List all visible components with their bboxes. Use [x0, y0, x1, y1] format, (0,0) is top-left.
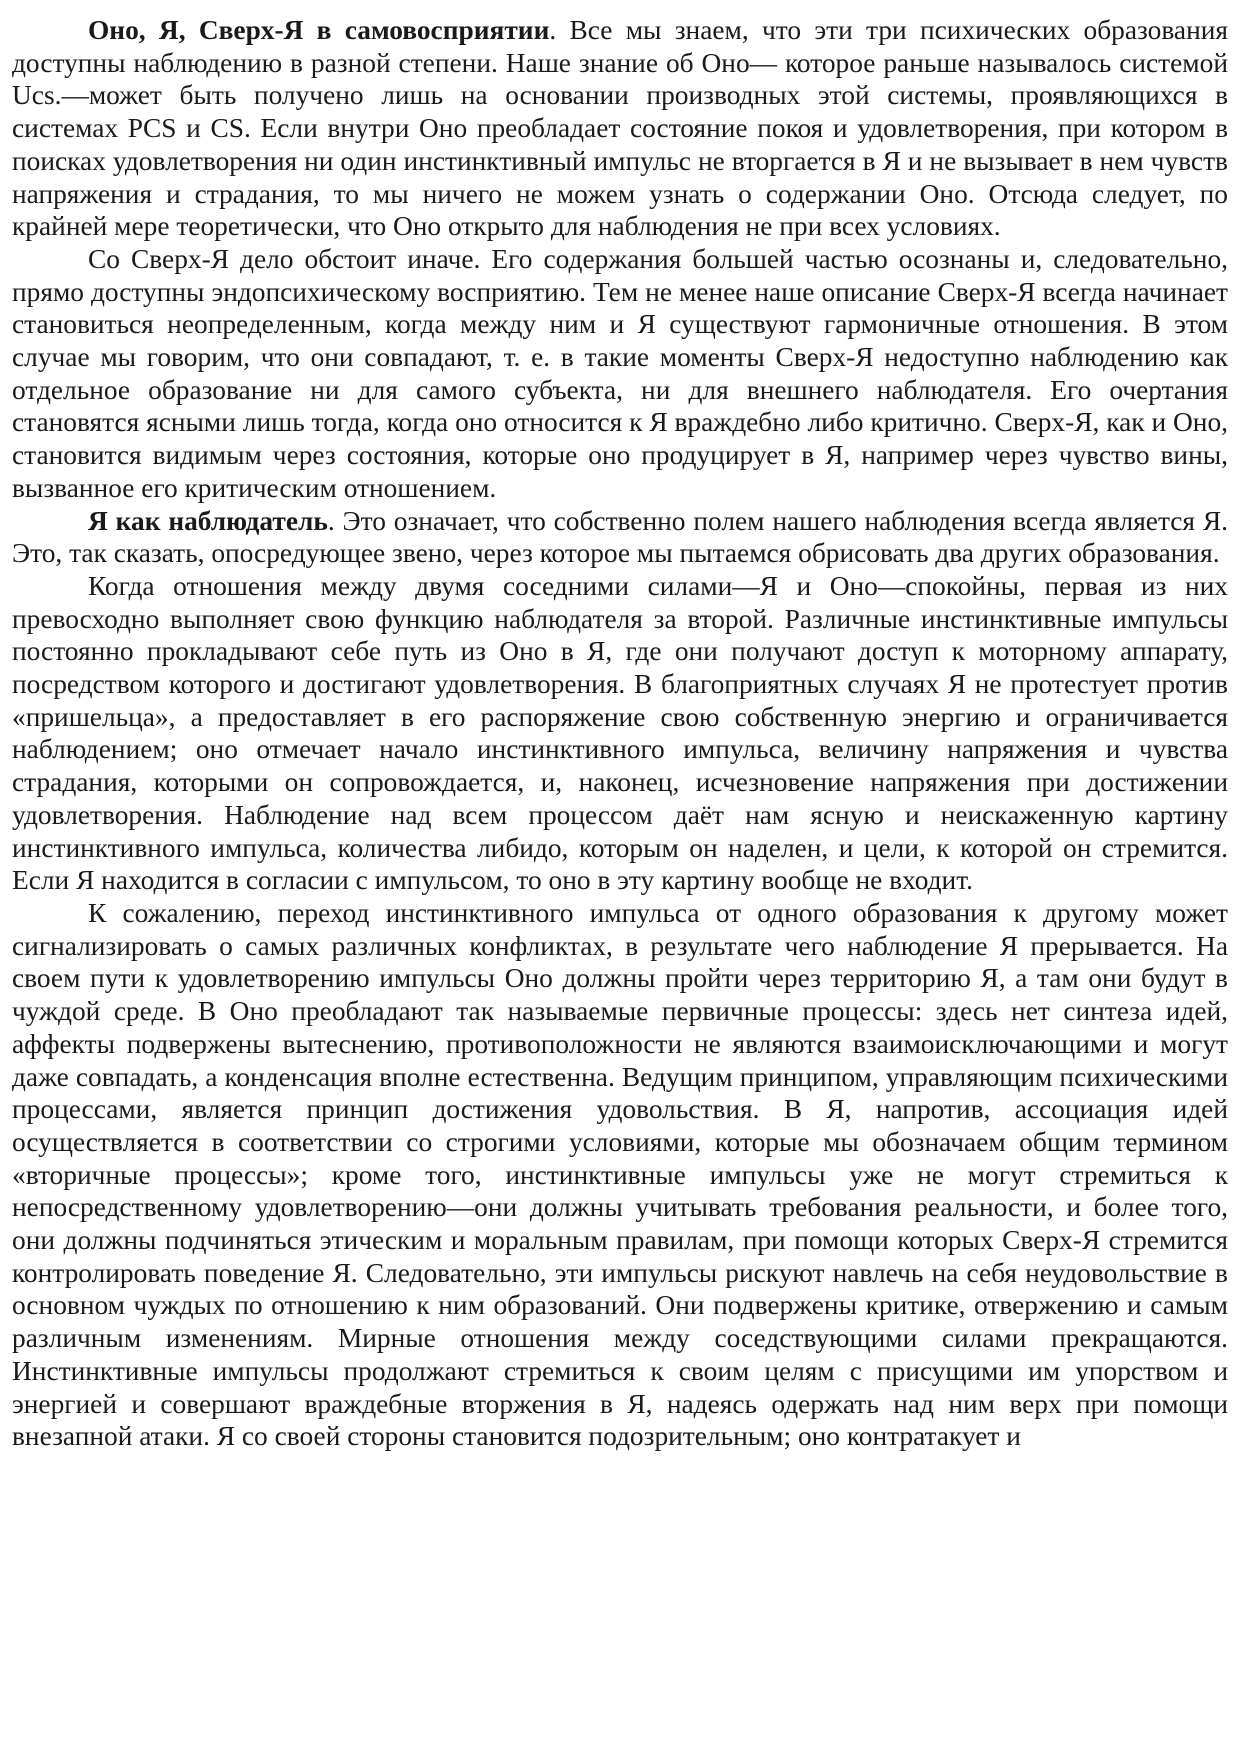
paragraph-5-text: К сожалению, переход инстинктивного импульса от одного образования к другому может сигнализировать о самых различных конфликтах, в результате чего наблюдение Я прерывается. На своем пути к удовлетворению импульсы Оно должны пройти через территорию Я, а там они будут в чуждой среде. В Оно преобладают так называемые первичные процессы: здесь нет синтеза идей, аффекты подвержены вытеснению, противоположности не являются взаимоисключающими и могут даже совпадать, а конденсация вполне естественна. Ведущим принципом, управляющим психическими процессами, является принцип достижения удовольствия. В Я, напротив, ассоциация идей осуществляется в соответствии со строгими условиями, которые мы обозначаем общим термином «вторичные процессы»; кроме того, инстинктивные импульсы уже не могут стремиться к непосредственному удовлетворению—они должны учитывать требования реальности, и более того, они должны подчиняться этическим и моральным правилам, при помощи которых Сверх-Я стремится контролировать поведение Я. Следовательно, эти импульсы рискуют навлечь на себя неудовольствие в основном чуждых по отношению к ним образований. Они подвержены критике, отвержению и самым различным изменениям. Мирные отношения между соседствующими силами прекращаются. Инстинктивные импульсы продолжают стремиться к своим целям с присущими им упорством и энергией и совершают враждебные вторжения в Я, надеясь одержать над ним верх при помощи внезапной атаки. Я со своей стороны становится подозрительным; оно контратакует и — [12, 897, 1228, 1452]
paragraph-3-text: . Это означает, что собственно полем нашего наблюдения всегда является Я. Это, так сказать, опосредующее звено, через которое мы пытаемся обрисовать два других образования. — [12, 505, 1228, 569]
paragraph-5 — [12, 897, 1228, 1453]
paragraph-3-heading: Я как наблюдатель — [88, 505, 328, 536]
paragraph-4-text: Когда отношения между двумя соседними силами—Я и Оно—спокойны, первая из них превосходно выполняет свою функцию наблюдателя за второй. Различные инстинктивные импульсы постоянно прокладывают себе путь из Оно в Я, где они получают доступ к моторному аппарату, посредством которого и достигают удовлетворения. В благоприятных случаях Я не протестует против «пришельца», а предоставляет в его распоряжение свою собственную энергию и ограничивается наблюдением; оно отмечает начало инстинктивного импульса, величину напряжения и чувства страдания, которыми он сопровождается, и, наконец, исчезновение напряжения при достижении удовлетворения. Наблюдение над всем процессом даёт нам ясную и неискаженную картину инстинктивного импульса, количества либидо, которым он наделен, и цели, к которой он стремится. Если Я находится в согласии с импульсом, то оно в эту картину вообще не входит. — [12, 570, 1228, 896]
paragraph-4 — [12, 570, 1228, 897]
paragraph-2 — [12, 243, 1228, 505]
paragraph-3 — [12, 505, 1228, 570]
document-page — [12, 14, 1228, 1453]
paragraph-2-text: Со Сверх-Я дело обстоит иначе. Его содержания большей частью осознаны и, следовательно, прямо доступны эндопсихическому восприятию. Тем не менее наше описание Сверх-Я всегда начинает становиться неопределенным, когда между ним и Я существуют гармоничные отношения. В этом случае мы говорим, что они совпадают, т. е. в такие моменты Сверх-Я недоступно наблюдению как отдельное образование ни для самого субъекта, ни для внешнего наблюдателя. Его очертания становятся ясными лишь тогда, когда оно относится к Я враждебно либо критично. Сверх-Я, как и Оно, становится видимым через состояния, которые оно продуцирует в Я, например через чувство вины, вызванное его критическим отношением. — [12, 243, 1228, 503]
paragraph-1 — [12, 14, 1228, 243]
paragraph-1-heading: Оно, Я, Сверх-Я в самовосприятии — [88, 15, 550, 45]
paragraph-1-text: . Все мы знаем, что эти три психических образования доступны наблюдению в разной степени. Наше знание об Оно— которое раньше называлось системой Ucs.—может быть получено лишь на основании производных этой системы, проявляющихся в системах PCS и CS. Если внутри Оно преобладает состояние покоя и удовлетворения, при котором в поисках удовлетворения ни один инстинктивный импульс не вторгается в Я и не вызывает в нем чувств напряжения и страдания, то мы ничего не можем узнать о содержании Оно. Отсюда следует, по крайней мере теоретически, что Оно открыто для наблюдения не при всех условиях. — [12, 15, 1229, 242]
